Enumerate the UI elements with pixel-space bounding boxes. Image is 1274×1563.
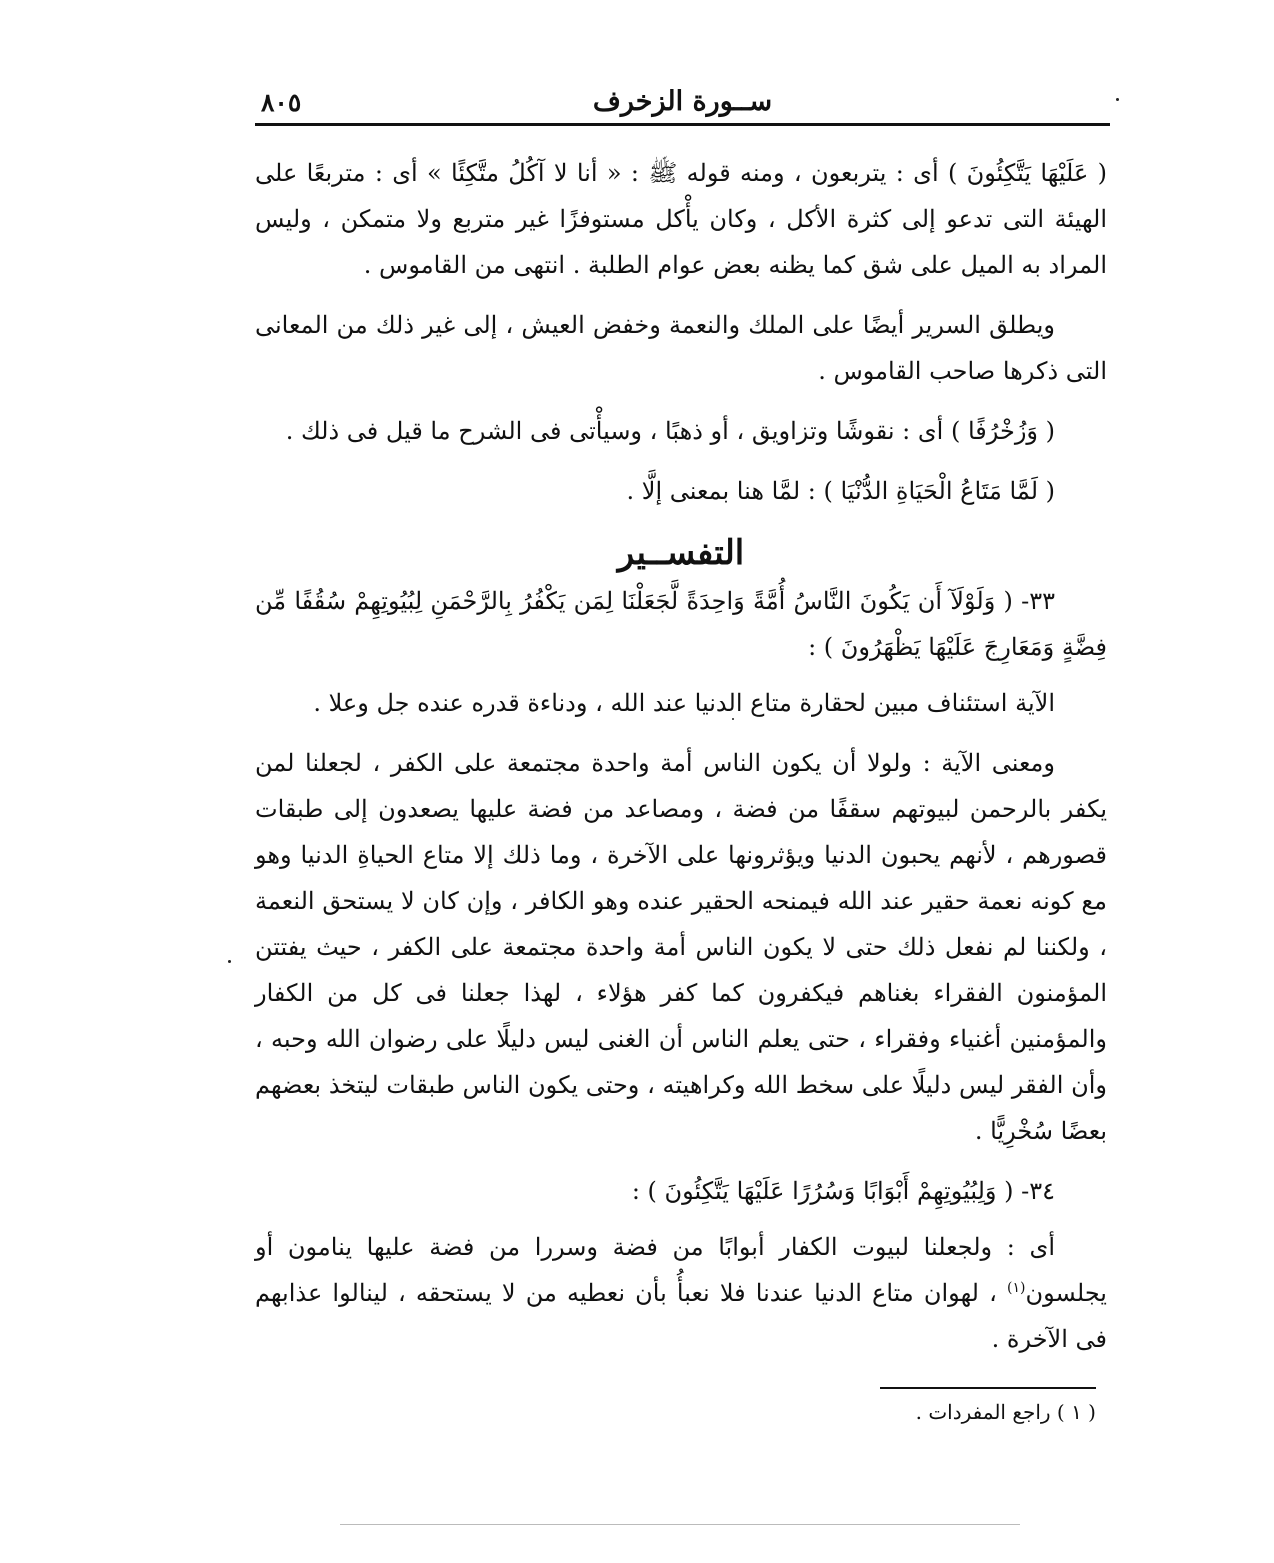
page-body: [255, 150, 1107, 1376]
paragraph-ayah-context: الآية استئناف مبين لحقارة متاع الدنيا عند الله ، ودناءة قدره عنده جل وعلا .: [313, 689, 1055, 717]
paragraph-definition-zukhruf: ( وَزُخْرُفًا ) أى : نقوشًا وتزاويق ، أو ذهبًا ، وسيأْتى فى الشرح ما قيل فى ذلك .: [285, 417, 1055, 445]
explanation-text-part1: أى : ولجعلنا لبيوت الكفار أبوابًا من فضة وسررا من فضة عليها ينامون أو يجلسون: [255, 1233, 1107, 1307]
section-title-tafsir: التفســير: [617, 533, 745, 573]
verse-34: ٣٤- ( وَلِبُيُوتِهِمْ أَبْوَابًا وَسُرُرًا عَلَيْهَا يَتَّكِئُونَ ) :: [631, 1177, 1055, 1205]
footnote-rule: [880, 1387, 1096, 1389]
header-rule: [255, 123, 1110, 126]
explanation-text-part2: ، لهوان متاع الدنيا عندنا فلا نعبأُ بأن نعطيه من لا يستحقه ، لينالوا عذابهم فى الآخرة .: [255, 1279, 1107, 1353]
scan-speck: [1116, 98, 1119, 101]
verse-33: ٣٣- ( وَلَوْلَآ أَن يَكُونَ النَّاسُ أُمَّةً وَاحِدَةً لَّجَعَلْنَا لِمَن يَكْفُرُ بِالرَّحْمَنِ لِبُيُوتِهِمْ سُقُفًا مِّن فِضَّةٍ وَمَعَارِجَ عَلَيْهَا يَظْهَرُونَ ) :: [255, 587, 1107, 661]
scan-speck: [732, 718, 734, 720]
paragraph-definition-sarir: ويطلق السرير أيضًا على الملك والنعمة وخفض العيش ، إلى غير ذلك من المعانى التى ذكرها صاحب القاموس .: [255, 311, 1107, 385]
page-number: ٨٠٥: [261, 88, 302, 117]
page-header: [255, 78, 1110, 122]
paragraph-verse-34-explanation: [255, 1224, 1107, 1362]
footnote-reference: (١): [1006, 1280, 1026, 1296]
paragraph-definition-lamma: ( لَمَّا مَتَاعُ الْحَيَاةِ الدُّنْيَا ) : لمَّا هنا بمعنى إلَّا .: [626, 477, 1055, 505]
footnote: ( ١ ) راجع المفردات .: [915, 1400, 1096, 1424]
scan-edge-line: [340, 1524, 1020, 1525]
paragraph-definition-yattakiun: ( عَلَيْهَا يَتَّكِئُونَ ) أى : يتربعون ، ومنه قوله ﷺ : « أنا لا آكُلُ متَّكِئًا » أى : متربعًا على الهيئة التى تدعو إلى كثرة الأكل ، وكان يأْكل مستوفزًا غير متربع ولا متمكن ، وليس المراد به الميل على شق كما يظنه بعض عوام الطلبة . انتهى من القاموس .: [255, 159, 1107, 279]
paragraph-ayah-meaning: ومعنى الآية : ولولا أن يكون الناس أمة واحدة مجتمعة على الكفر ، لجعلنا لمن يكفر بالرحمن لبيوتهم سقفًا من فضة ، ومصاعد من فضة عليها يصعدون إلى طبقات قصورهم ، لأنهم يحبون الدنيا ويؤثرونها على الآخرة ، وما ذلك إلا متاع الحياةِ الدنيا وهو مع كونه نعمة حقير عند الله فيمنحه الحقير عنده وهو الكافر ، وإن كان لا يستحق النعمة ، ولكننا لم نفعل ذلك حتى لا يكون الناس أمة واحدة مجتمعة على الكفر ، حيث يفتتن المؤمنون الفقراء بغناهم فيكفرون كما كفر هؤلاء ، لهذا جعلنا فى كل من الكفار والمؤمنين أغنياء وفقراء ، حتى يعلم الناس أن الغنى ليس دليلًا على رضوان الله وحبه ، وأن الفقر ليس دليلًا على سخط الله وكراهيته ، وحتى يكون الناس طبقات ليتخذ بعضهم بعضًا سُخْرِيًّا .: [255, 749, 1107, 1145]
surah-title: ســورة الزخرف: [592, 86, 773, 117]
scan-speck: [228, 960, 231, 963]
